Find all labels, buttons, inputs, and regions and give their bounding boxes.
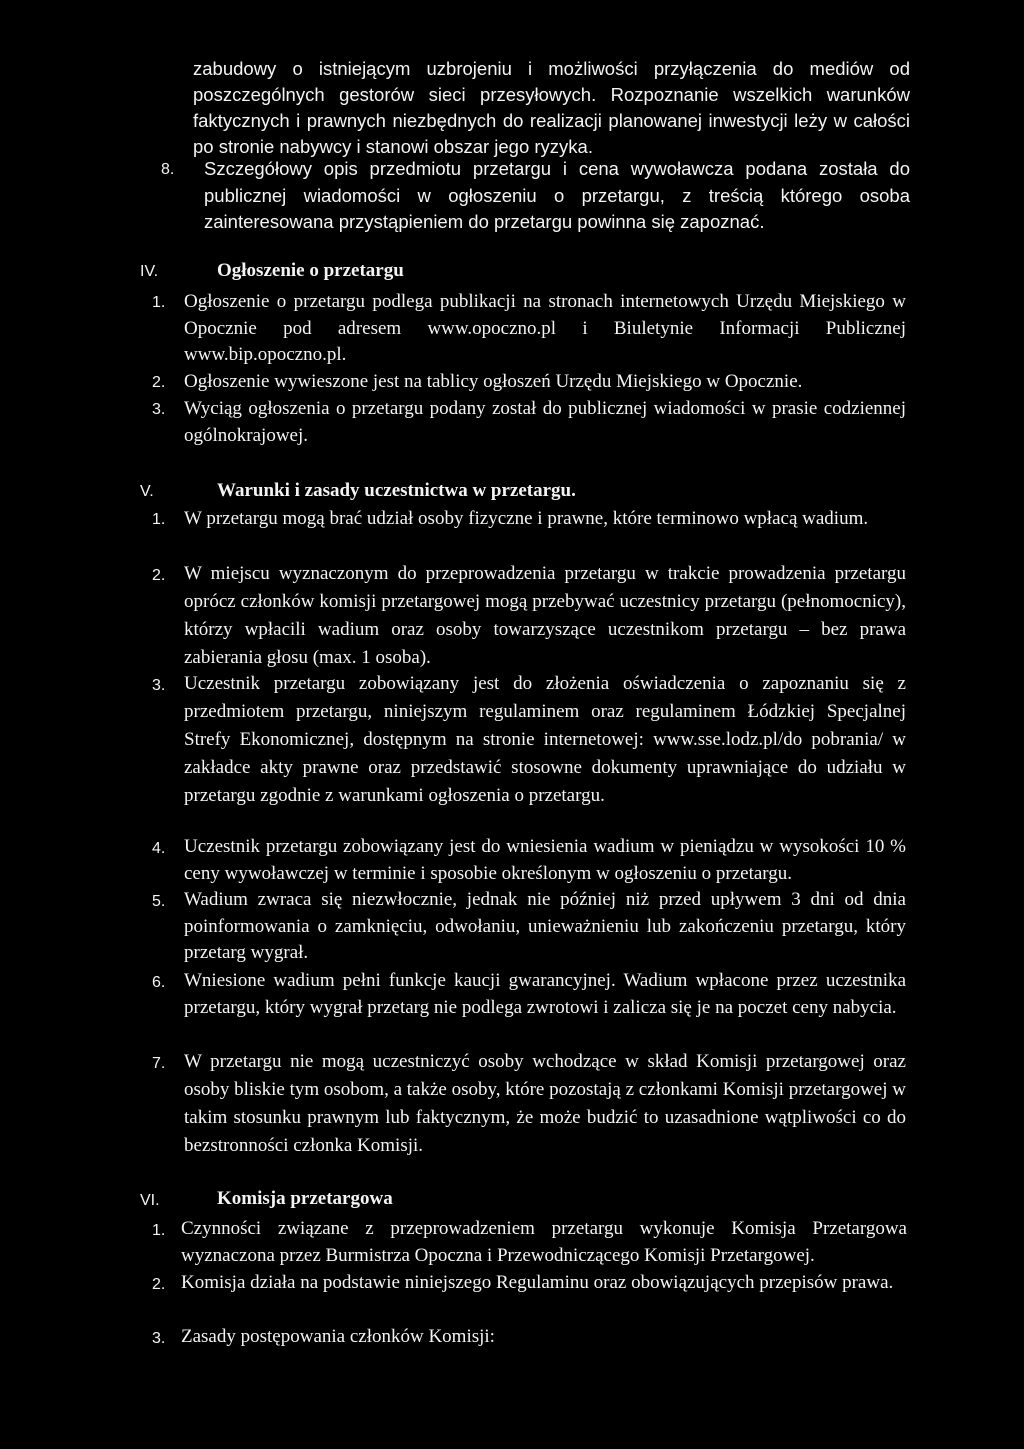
- item-text: Uczestnik przetargu zobowiązany jest do złożenia oświadczenia o zapoznaniu się z przedmiotem przetargu, niniejszym regulaminem oraz regulaminem Łódzkiej Specjalnej Strefy Ekonomicznej, dostępnym na stronie internetowej: www.sse.lodz.pl/do pobrania/ w zakładce akty prawne oraz przedstawić stosowne dokumenty uprawniające do udziału w przetargu zgodnie z warunkami ogłoszenia o przetargu.: [184, 673, 906, 806]
- section-number: V.: [140, 483, 154, 500]
- item-text: Wyciąg ogłoszenia o przetargu podany został do publicznej wiadomości w prasie codziennej ogólnokrajowej.: [184, 398, 906, 446]
- item-number: 7.: [152, 1055, 166, 1072]
- item-text: W przetargu nie mogą uczestniczyć osoby wchodzące w skład Komisji przetargowej oraz osoby bliskie tym osobom, a także osoby, które pozostają z członkami Komisji przetargowej w takim stosunku prawnym lub faktycznym, że może budzić to uzasadnione wątpliwości co do bezstronności członka Komisji.: [184, 1051, 906, 1156]
- item-text: Ogłoszenie wywieszone jest na tablicy ogłoszeń Urzędu Miejskiego w Opocznie.: [184, 371, 803, 392]
- item-number: 2.: [152, 567, 166, 584]
- section-title: Ogłoszenie o przetargu: [217, 260, 404, 281]
- item-number: 5.: [152, 893, 166, 910]
- item-text: W przetargu mogą brać udział osoby fizyczne i prawne, które terminowo wpłacą wadium.: [184, 508, 869, 529]
- item-number: 3.: [152, 1330, 166, 1347]
- item-text: Wniesione wadium pełni funkcje kaucji gwarancyjnej. Wadium wpłacone przez uczestnika przetargu, który wygrał przetarg nie podlega zwrotowi i zalicza się je na poczet ceny nabycia.: [184, 970, 906, 1018]
- section-title: Warunki i zasady uczestnictwa w przetargu.: [217, 480, 576, 501]
- item-text: Szczegółowy opis przedmiotu przetargu i cena wywoławcza podana została do publicznej wiadomości w ogłoszeniu o przetargu, z treścią którego osoba zainteresowana przystąpieniem do przetargu powinna się zapoznać.: [204, 158, 910, 232]
- item-text: Komisja działa na podstawie niniejszego Regulaminu oraz obowiązujących przepisów prawa.: [181, 1272, 894, 1293]
- item-text: W miejscu wyznaczonym do przeprowadzenia przetargu w trakcie prowadzenia przetargu oprócz członków komisji przetargowej mogą przebywać uczestnicy przetargu (pełnomocnicy), którzy wpłacili wadium oraz osoby towarzyszące uczestnikom przetargu – bez prawa zabierania głosu (max. 1 osoba).: [184, 563, 906, 668]
- item-text: Wadium zwraca się niezwłocznie, jednak nie później niż przed upływem 3 dni od dnia poinformowania o zamknięciu, odwołaniu, unieważnieniu lub zakończeniu przetargu, który przetarg wygrał.: [184, 889, 906, 963]
- item-number: 3.: [152, 677, 166, 694]
- item-number: 6.: [152, 974, 166, 991]
- section-number: IV.: [140, 263, 159, 280]
- item-text: Zasady postępowania członków Komisji:: [181, 1326, 495, 1347]
- item-number: 8.: [161, 161, 175, 178]
- item-number: 1.: [152, 1222, 166, 1239]
- item-text: Uczestnik przetargu zobowiązany jest do wniesienia wadium w pieniądzu w wysokości 10 % ceny wywoławczej w terminie i sposobie określonym w ogłoszeniu o przetargu.: [184, 836, 906, 884]
- item-number: 1.: [152, 294, 166, 311]
- section-title: Komisja przetargowa: [217, 1188, 393, 1209]
- item-number: 2.: [152, 374, 166, 391]
- item-number: 4.: [152, 840, 166, 857]
- continuation-paragraph: zabudowy o istniejącym uzbrojeniu i możliwości przyłączenia do mediów od poszczególnych gestorów sieci przesyłowych. Rozpoznanie wszelkich warunków faktycznych i prawnych niezbędnych do realizacji planowanej inwestycji leży w całości po stronie nabywcy i stanowi obszar jego ryzyka.: [193, 58, 910, 157]
- item-text: Czynności związane z przeprowadzeniem przetargu wykonuje Komisja Przetargowa wyznaczona przez Burmistrza Opoczna i Przewodniczącego Komisji Przetargowej.: [181, 1218, 907, 1266]
- item-text: Ogłoszenie o przetargu podlega publikacji na stronach internetowych Urzędu Miejskiego w Opocznie pod adresem www.opoczno.pl i Biuletynie Informacji Publicznej www.bip.opoczno.pl.: [184, 291, 906, 365]
- item-number: 2.: [152, 1276, 166, 1293]
- item-number: 3.: [152, 401, 166, 418]
- section-number: VI.: [140, 1192, 160, 1209]
- item-number: 1.: [152, 511, 166, 528]
